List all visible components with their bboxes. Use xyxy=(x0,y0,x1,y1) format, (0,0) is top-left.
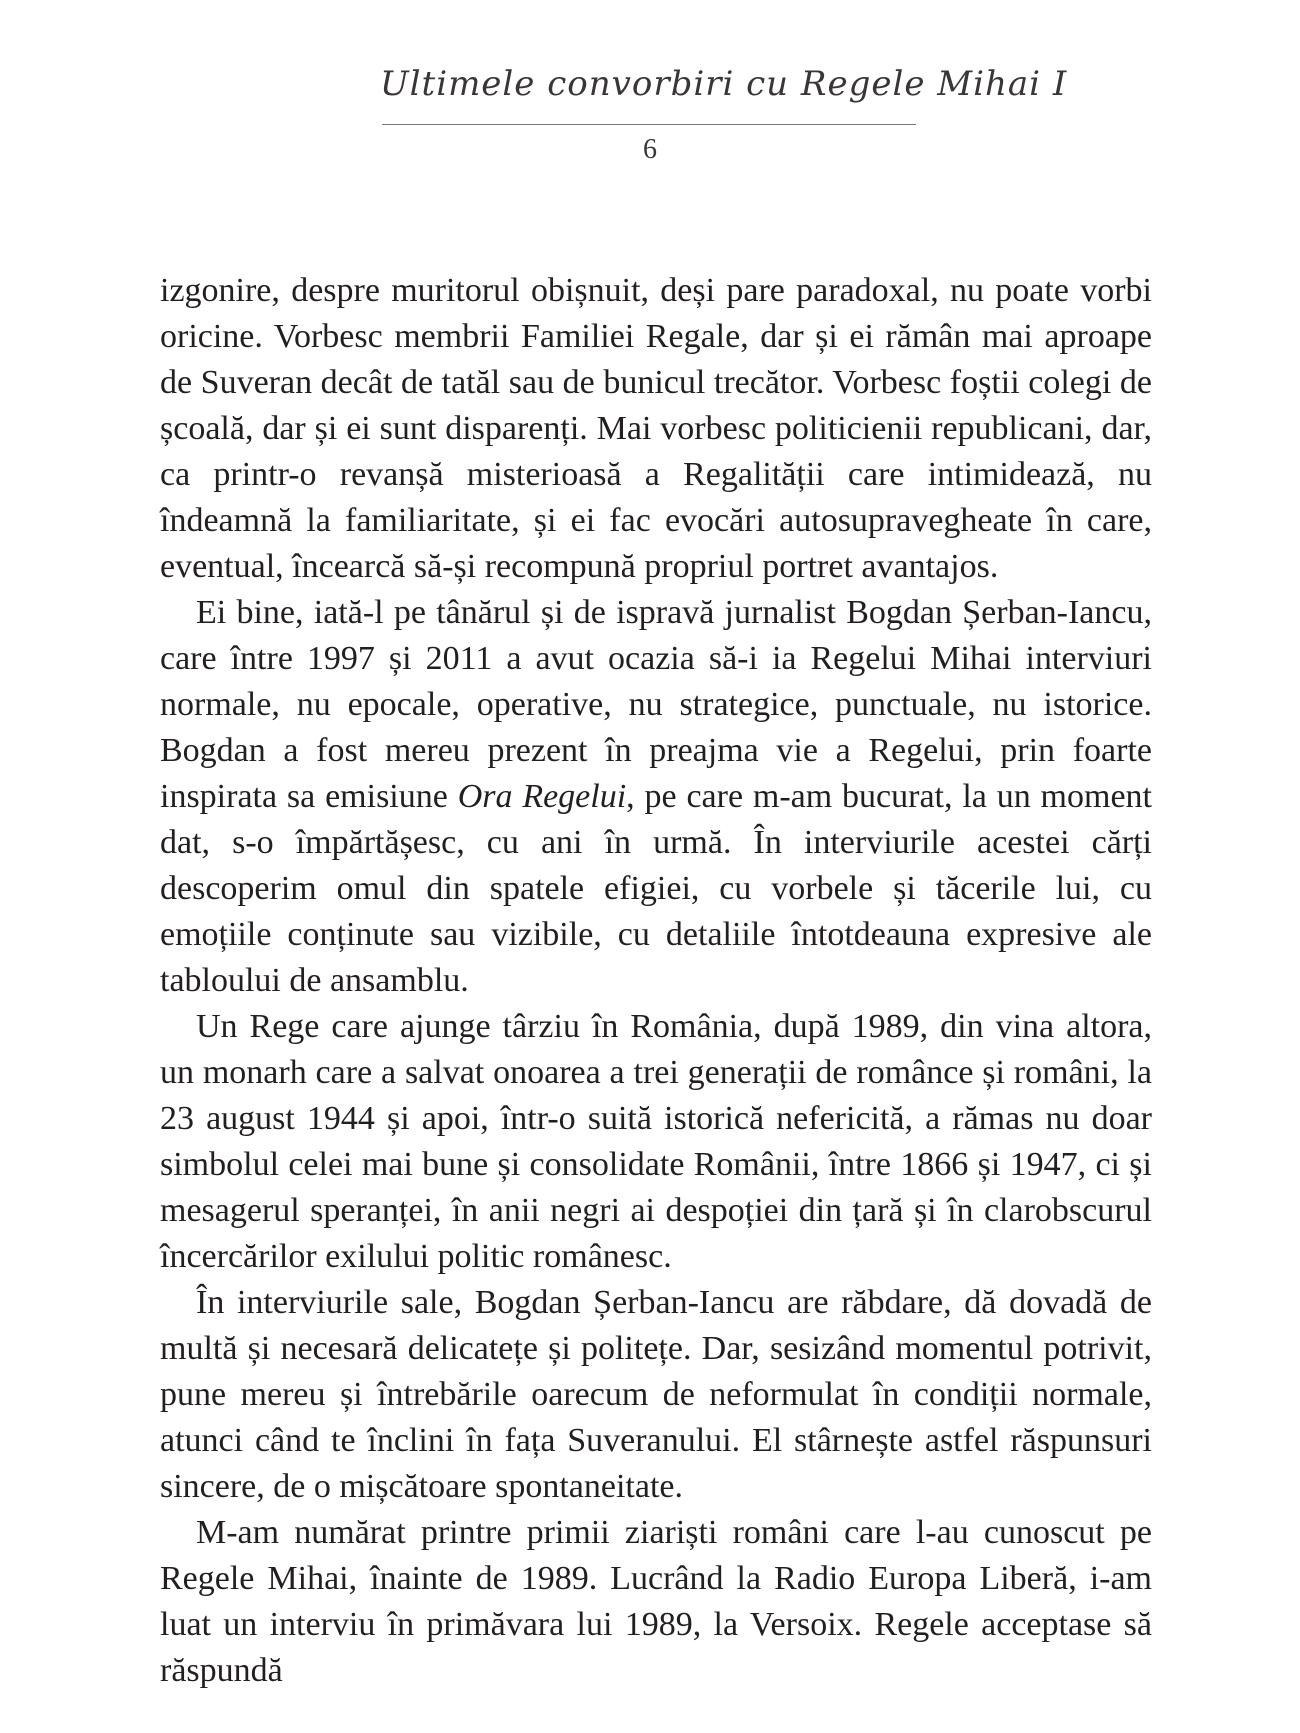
show-title-italic: Ora Regelui xyxy=(457,778,627,815)
body-text xyxy=(160,268,1152,1694)
paragraph-5: M-am numărat printre primii ziariști români care l-au cunoscut pe Regele Mihai, înainte de 1989. Lucrând la Radio Europa Liberă, i-am luat un interviu în primăvara lui 1989, la Versoix. Regele acceptase să răspundă xyxy=(160,1514,1152,1689)
paragraph-2 xyxy=(160,590,1152,1004)
paragraph-3: Un Rege care ajunge târziu în România, după 1989, din vina altora, un monarh care a salvat onoarea a trei generații de românce și români, la 23 august 1944 și apoi, într-o suită istorică nefericită, a rămas nu doar simbolul celei mai bune și consolidate Românii, între 1866 și 1947, ci și mesagerul speranței, în anii negri ai despoției din țară și în clarobscurul încercărilor exilului politic românesc. xyxy=(160,1008,1152,1275)
paragraph-2-start: Ei bine, iată-l pe tânărul și de ispravă jurnalist Bogdan Șerban-Iancu, care între 1997 și 2011 a avut ocazia să-i ia Regelui Mihai interviuri normale, nu epocale, operative, nu strategice, punctuale, nu istorice. Bogdan a fost mereu prezent în preajma vie a Regelui, prin foarte inspirata sa emisiune xyxy=(160,594,1152,815)
paragraph-4: În interviurile sale, Bogdan Șerban-Iancu are răbdare, dă dovadă de multă și necesară delicatețe și politețe. Dar, sesizând momentul potrivit, pune mereu și întrebările oarecum de neformulat în condiții normale, atunci când te înclini în fața Suveranului. El stârnește astfel răspunsuri sincere, de o mișcătoare spontaneitate. xyxy=(160,1284,1152,1505)
paragraph-2-end: , pe care m-am bucurat, la un moment dat, s-o împărtășesc, cu ani în urmă. În interviurile acestei cărți descoperim omul din spatele efigiei, cu vorbele și tăcerile lui, cu emoțiile conținute sau vizibile, cu detaliile întotdeauna expresive ale tabloului de ansamblu. xyxy=(160,778,1152,999)
running-head-title: Ultimele convorbiri cu Regele Mihai I xyxy=(380,64,1068,104)
paragraph-1: izgonire, despre muritorul obișnuit, deși pare paradoxal, nu poate vorbi oricine. Vorbesc membrii Familiei Regale, dar și ei rămân mai aproape de Suveran decât de tatăl sau de bunicul trecător. Vorbesc foștii colegi de școală, dar și ei sunt disparenți. Mai vorbesc politicienii republicani, dar, ca printr-o revanșă misterioasă a Regalității care intimidează, nu îndeamnă la familiaritate, și ei fac evocări autosupravegheate în care, eventual, încearcă să-și recompună propriul portret avantajos. xyxy=(160,272,1152,585)
header-divider xyxy=(382,124,916,125)
page-number: 6 xyxy=(643,134,657,165)
